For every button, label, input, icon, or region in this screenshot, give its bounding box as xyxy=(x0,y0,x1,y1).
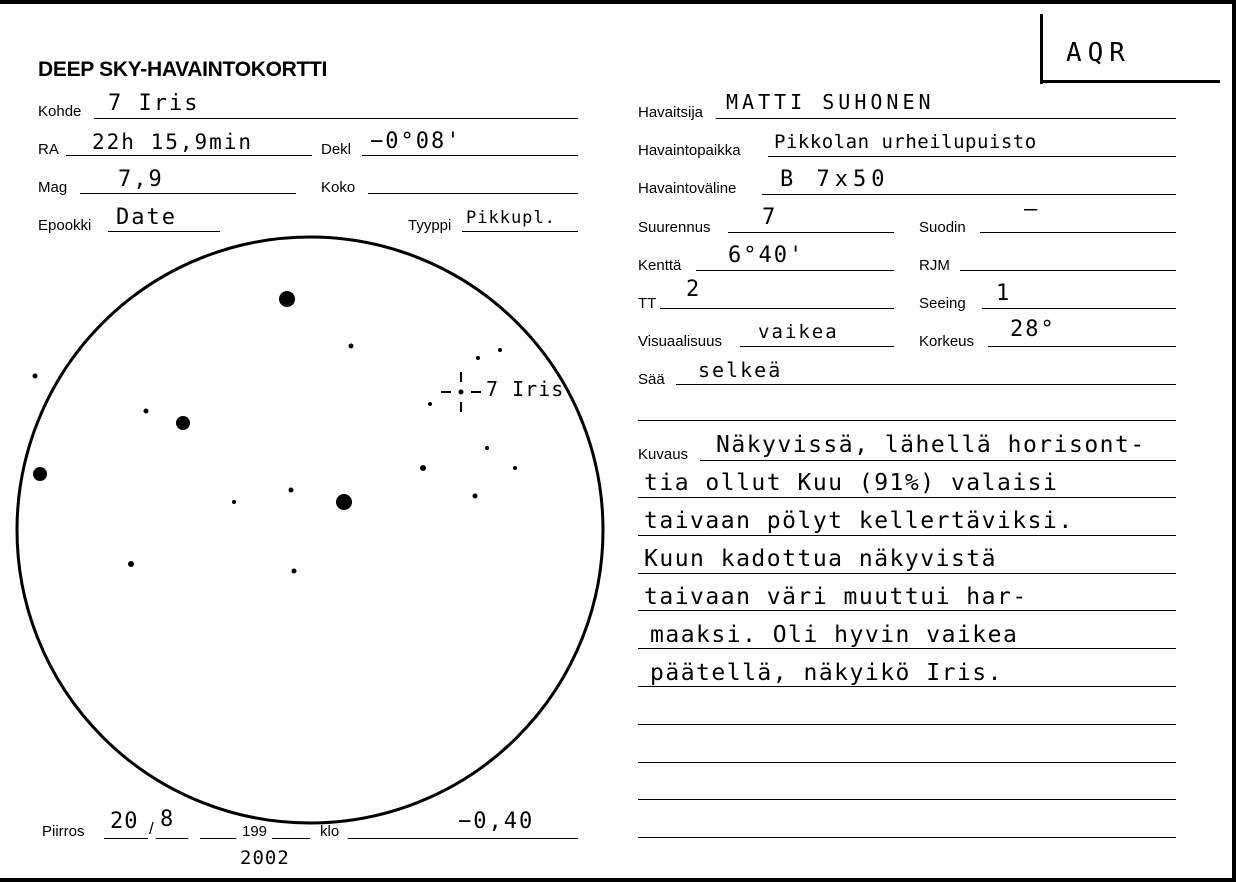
star xyxy=(33,374,38,379)
piirros-year-written[interactable]: 2002 xyxy=(240,847,290,869)
ra-value[interactable]: 22h 15,9min xyxy=(92,130,254,154)
tt-value[interactable]: 2 xyxy=(686,277,702,302)
tyyppi-value[interactable]: Pikkupl. xyxy=(466,208,556,228)
piirros-label: Piirros xyxy=(42,823,85,840)
kohde-value[interactable]: 7 Iris xyxy=(108,91,200,116)
epookki-value[interactable]: Date xyxy=(116,205,177,230)
klo-label: klo xyxy=(320,823,340,840)
star xyxy=(476,356,480,360)
star xyxy=(279,291,295,307)
date-separator: / xyxy=(149,819,154,838)
koko-label: Koko xyxy=(321,179,356,196)
star xyxy=(289,488,294,493)
rjm-label: RJM xyxy=(919,257,950,274)
dekl-value[interactable]: −0°08' xyxy=(370,129,462,154)
saa-value[interactable]: selkeä xyxy=(698,358,783,382)
star xyxy=(336,494,352,510)
day-line xyxy=(104,838,148,839)
klo-line xyxy=(348,838,578,839)
star xyxy=(473,494,478,499)
suurennus-value[interactable]: 7 xyxy=(762,205,778,230)
kuvaus-text-line-4[interactable]: Kuun kadottua näkyvistä xyxy=(644,546,997,572)
seeing-label: Seeing xyxy=(919,295,966,312)
year-prefix: 199 xyxy=(242,823,268,840)
visuaalisuus-value[interactable]: vaikea xyxy=(758,321,839,343)
kohde-label: Kohde xyxy=(38,103,82,120)
havaitsija-value[interactable]: MATTI SUHONEN xyxy=(726,90,935,114)
iris-star xyxy=(459,390,464,395)
havaitsija-label: Havaitsija xyxy=(638,104,704,121)
epookki-label: Epookki xyxy=(38,217,92,234)
star xyxy=(513,466,517,470)
dekl-label: Dekl xyxy=(321,141,352,158)
star xyxy=(128,561,134,567)
mag-label: Mag xyxy=(38,179,68,196)
kentta-label: Kenttä xyxy=(638,257,682,274)
suurennus-label: Suurennus xyxy=(638,219,711,236)
havaintopaikka-label: Havaintopaikka xyxy=(638,142,741,159)
piirros-month[interactable]: 8 xyxy=(160,807,176,832)
spacer-line xyxy=(200,838,236,839)
star xyxy=(420,465,426,471)
star xyxy=(498,348,502,352)
star xyxy=(485,446,489,450)
seeing-value[interactable]: 1 xyxy=(996,281,1012,306)
star xyxy=(428,402,432,406)
star xyxy=(232,500,236,504)
korkeus-label: Korkeus xyxy=(919,333,975,350)
star xyxy=(176,416,190,430)
star xyxy=(292,569,297,574)
klo-value[interactable]: −0,40 xyxy=(458,809,535,834)
star xyxy=(144,409,149,414)
kuvaus-text-line-3[interactable]: taivaan pölyt kellertäviksi. xyxy=(644,508,1074,534)
card-title: DEEP SKY-HAVAINTOKORTTI xyxy=(38,58,328,81)
star xyxy=(33,467,47,481)
havaintovaline-label: Havaintoväline xyxy=(638,180,737,197)
suodin-value[interactable]: — xyxy=(1024,197,1040,222)
kentta-value[interactable]: 6°40' xyxy=(728,243,805,268)
month-line xyxy=(156,838,188,839)
kuvaus-label: Kuvaus xyxy=(638,446,689,463)
kuvaus-text-line-7[interactable]: päätellä, näkyikö Iris. xyxy=(650,660,1003,686)
target-label: 7 Iris xyxy=(486,377,565,401)
ra-label: RA xyxy=(38,141,59,158)
korkeus-value[interactable]: 28° xyxy=(1010,317,1056,342)
tyyppi-label: Tyyppi xyxy=(408,217,452,234)
visuaalisuus-label: Visuaalisuus xyxy=(638,333,722,350)
corner-code: AQR xyxy=(1066,38,1131,68)
havaintopaikka-value[interactable]: Pikkolan urheilupuisto xyxy=(774,131,1037,153)
tt-label: TT xyxy=(638,295,657,312)
field-of-view-circle xyxy=(17,237,603,823)
kuvaus-text-line-2[interactable]: tia ollut Kuu (91%) valaisi xyxy=(644,470,1059,496)
piirros-day[interactable]: 20 xyxy=(110,809,139,834)
kuvaus-text-line-6[interactable]: maaksi. Oli hyvin vaikea xyxy=(650,622,1019,648)
year-line xyxy=(272,838,310,839)
star xyxy=(349,344,354,349)
kuvaus-text-line-5[interactable]: taivaan väri muuttui har- xyxy=(644,584,1028,610)
saa-label: Sää xyxy=(638,371,665,388)
havaintovaline-value[interactable]: B 7x50 xyxy=(780,167,890,192)
kuvaus-text-line-1[interactable]: Näkyvissä, lähellä horisont- xyxy=(716,432,1146,458)
mag-value[interactable]: 7,9 xyxy=(118,167,164,192)
suodin-label: Suodin xyxy=(919,219,966,236)
